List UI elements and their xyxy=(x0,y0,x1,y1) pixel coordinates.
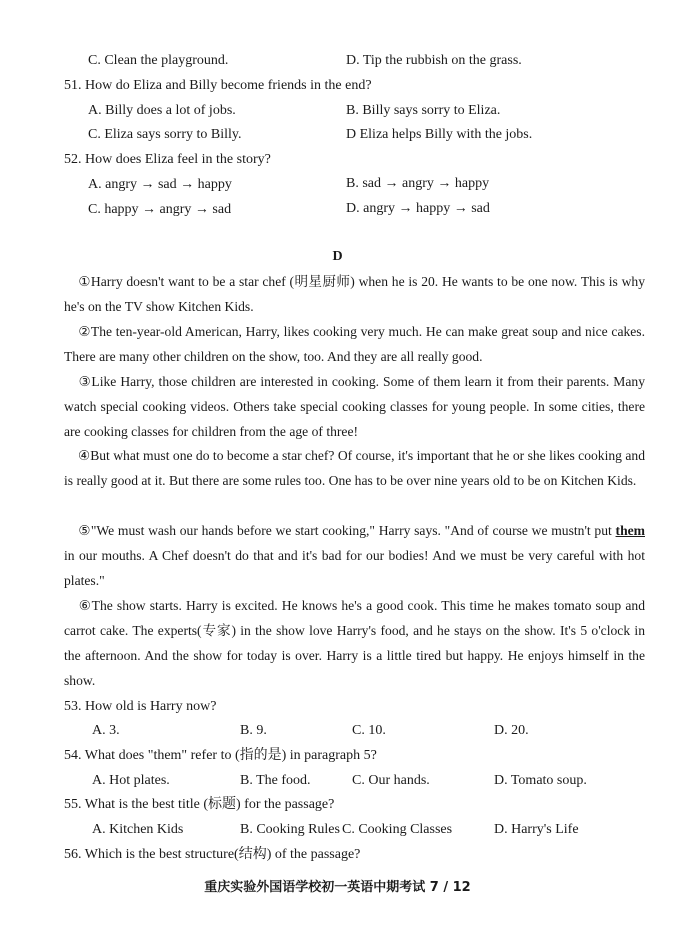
option-51d: D Eliza helps Billy with the jobs. xyxy=(346,127,533,142)
paragraph-5-text-after: in our mouths. A Chef doesn't do that and it's bad for our bodies! And we must be very careful with hot plates." xyxy=(64,548,645,588)
question-53-stem: 53. How old is Harry now? xyxy=(64,699,217,714)
option-52b: B. sad → angry → happy xyxy=(346,176,490,191)
question-56-stem: 56. Which is the best structure(结构) of the passage? xyxy=(64,847,361,862)
question-51-stem: 51. How do Eliza and Billy become friends in the end? xyxy=(64,78,372,93)
option-51b: B. Billy says sorry to Eliza. xyxy=(346,103,501,118)
question-52-stem: 52. How does Eliza feel in the story? xyxy=(64,152,271,167)
paragraph-1 xyxy=(64,269,645,319)
paragraph-2 xyxy=(64,319,645,369)
option-54b: B. The food. xyxy=(240,773,311,788)
question-55-stem: 55. What is the best title (标题) for the passage? xyxy=(64,797,335,812)
paragraph-3 xyxy=(64,369,645,444)
option-53b: B. 9. xyxy=(240,723,267,738)
section-heading: D xyxy=(332,249,343,264)
paragraph-4-text: ④But what must one do to become a star chef? Of course, it's important that he or she likes cooking and is really good at it. But there are some rules too. One has to be over nine years old to be on Kitchen Kids. xyxy=(64,448,645,488)
option-55a: A. Kitchen Kids xyxy=(92,822,184,837)
paragraph-5-text-before: ⑤"We must wash our hands before we start cooking," Harry says. "And of course we mustn't put xyxy=(78,523,616,538)
paragraph-4 xyxy=(64,443,645,493)
underlined-word-them: them xyxy=(615,523,645,538)
option-50d: D. Tip the rubbish on the grass. xyxy=(346,53,522,68)
paragraph-1-text: ①Harry doesn't want to be a star chef (明星厨师) when he is 20. He wants to be one now. This is why he's on the TV show Kitchen Kids. xyxy=(64,274,645,314)
question-54-stem: 54. What does "them" refer to (指的是) in paragraph 5? xyxy=(64,748,377,763)
option-52d: D. angry → happy → sad xyxy=(346,201,490,216)
paragraph-6 xyxy=(64,593,645,693)
option-55c: C. Cooking Classes xyxy=(342,822,453,837)
option-55d: D. Harry's Life xyxy=(494,822,579,837)
page-footer: 重庆实验外国语学校初一英语中期考试 7 / 12 xyxy=(204,880,471,895)
option-53c: C. 10. xyxy=(352,723,386,738)
option-54d: D. Tomato soup. xyxy=(494,773,587,788)
option-53d: D. 20. xyxy=(494,723,529,738)
paragraph-3-text: ③Like Harry, those children are interested in cooking. Some of them learn it from their parents. Many watch special cooking videos. Others take special cooking classes for young people. In some cities, there are cooking classes for children from the age of three! xyxy=(64,374,645,439)
paragraph-6-text: ⑥The show starts. Harry is excited. He knows he's a good cook. This time he makes tomato soup and carrot cake. The experts(专家) in the show love Harry's food, and he stays on the show. It's 5 o'clock in the afternoon. And the show for today is over. Harry is a little tired but happy. He enjoys himself in the show. xyxy=(64,598,645,688)
option-51c: C. Eliza says sorry to Billy. xyxy=(88,127,242,142)
option-53a: A. 3. xyxy=(92,723,120,738)
option-52a: A. angry → sad → happy xyxy=(88,177,232,192)
option-52c: C. happy → angry → sad xyxy=(88,202,232,217)
paragraph-5 xyxy=(64,518,645,593)
option-55b: B. Cooking Rules xyxy=(240,822,340,837)
option-54a: A. Hot plates. xyxy=(92,773,170,788)
option-54c: C. Our hands. xyxy=(352,773,430,788)
option-50c: C. Clean the playground. xyxy=(88,53,229,68)
option-51a: A. Billy does a lot of jobs. xyxy=(88,103,236,118)
paragraph-2-text: ②The ten-year-old American, Harry, likes cooking very much. He can make great soup and nice cakes. There are many other children on the show, too. And they are all really good. xyxy=(64,324,645,364)
